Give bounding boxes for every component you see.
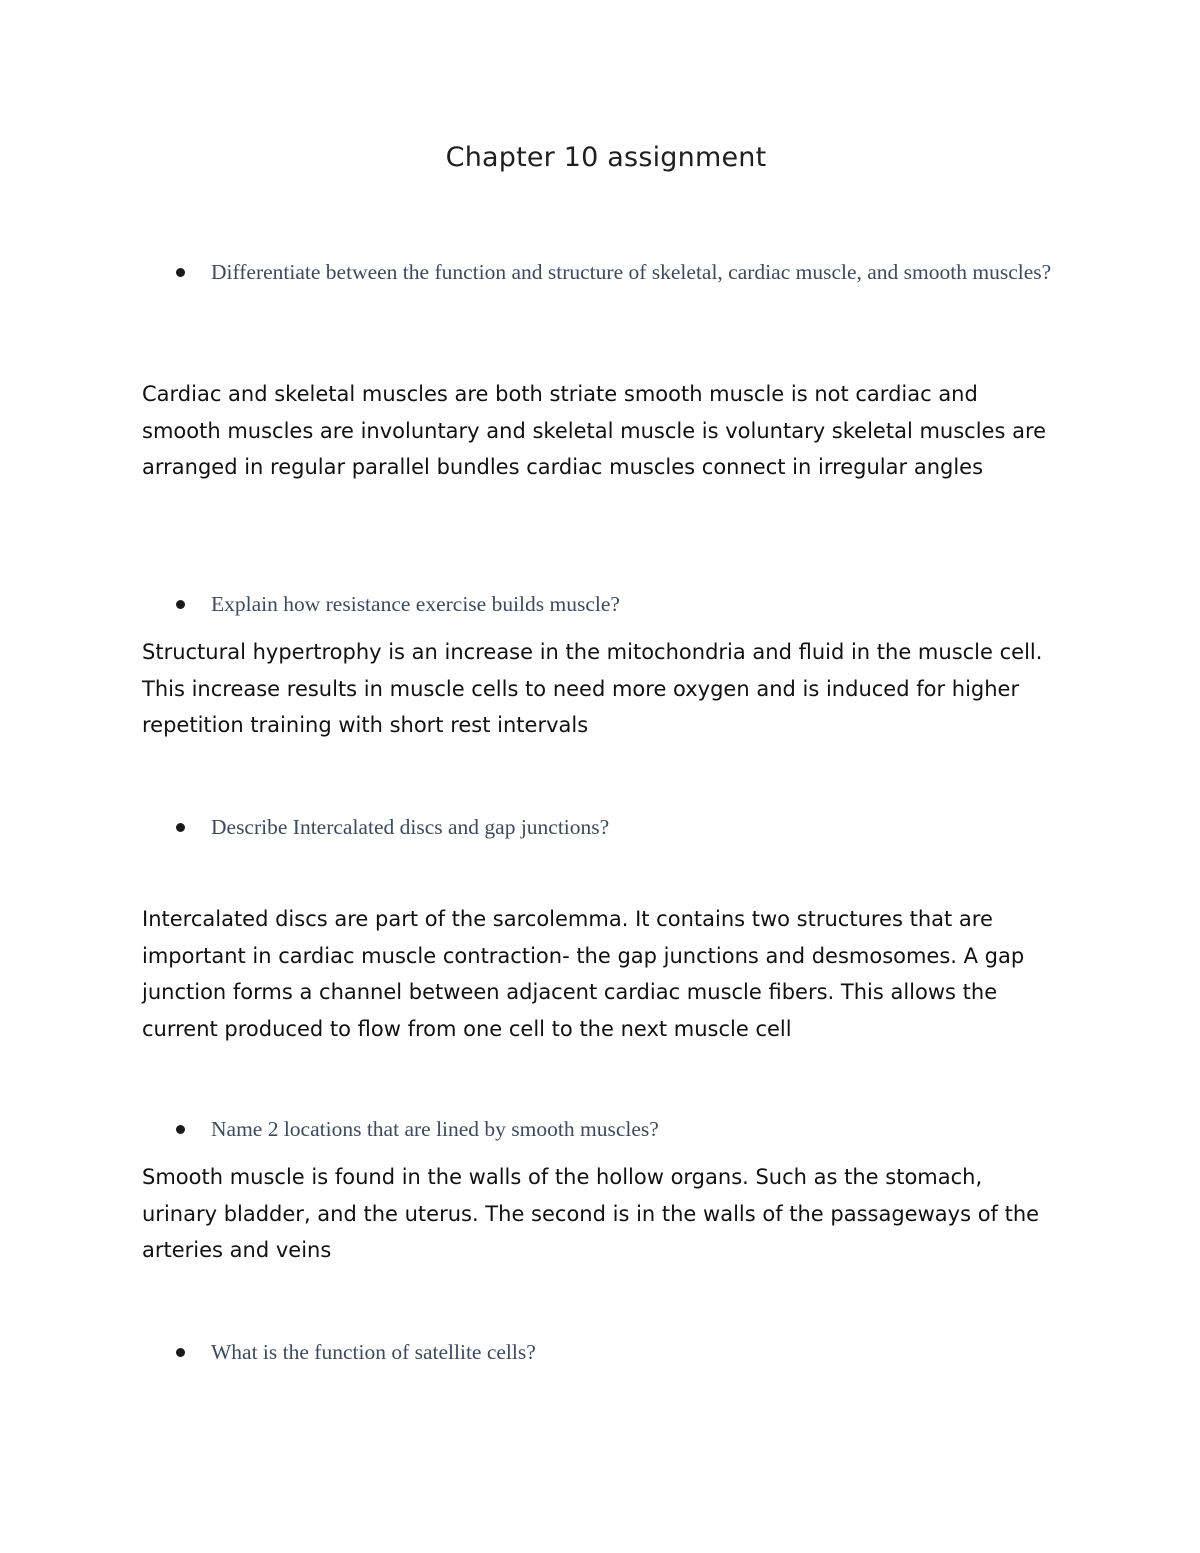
answer-2: Structural hypertrophy is an increase in the mitochondria and fluid in the muscle cell. This increase results in muscle cells to need more oxygen and is induced for higher repetition training with short rest intervals	[142, 640, 1043, 737]
question-4: Name 2 locations that are lined by smooth muscles?	[211, 1117, 659, 1141]
answer-1: Cardiac and skeletal muscles are both striate smooth muscle is not cardiac and smooth muscles are involuntary and skeletal muscle is voluntary skeletal muscles are arranged in regular parallel bundles cardiac muscles connect in irregular angles	[142, 382, 1047, 479]
page-title: Chapter 10 assignment	[445, 142, 767, 173]
question-1: Differentiate between the function and structure of skeletal, cardiac muscle, and smooth muscles?	[211, 260, 1052, 284]
question-3: Describe Intercalated discs and gap junctions?	[211, 815, 610, 839]
bullet-icon	[176, 1348, 185, 1357]
bullet-icon	[176, 1125, 185, 1134]
answer-4: Smooth muscle is found in the walls of the hollow organs. Such as the stomach, urinary bladder, and the uterus. The second is in the walls of the passageways of the arteries and veins	[142, 1165, 1040, 1262]
question-2: Explain how resistance exercise builds muscle?	[211, 592, 620, 616]
bullet-icon	[176, 600, 185, 609]
bullet-icon	[176, 268, 185, 277]
question-5: What is the function of satellite cells?	[211, 1340, 536, 1364]
bullet-icon	[176, 823, 185, 832]
answer-3: Intercalated discs are part of the sarcolemma. It contains two structures that are important in cardiac muscle contraction- the gap junctions and desmosomes. A gap junction forms a channel between adjacent cardiac muscle fibers. This allows the current produced to flow from one cell to the next muscle cell	[142, 907, 1025, 1041]
